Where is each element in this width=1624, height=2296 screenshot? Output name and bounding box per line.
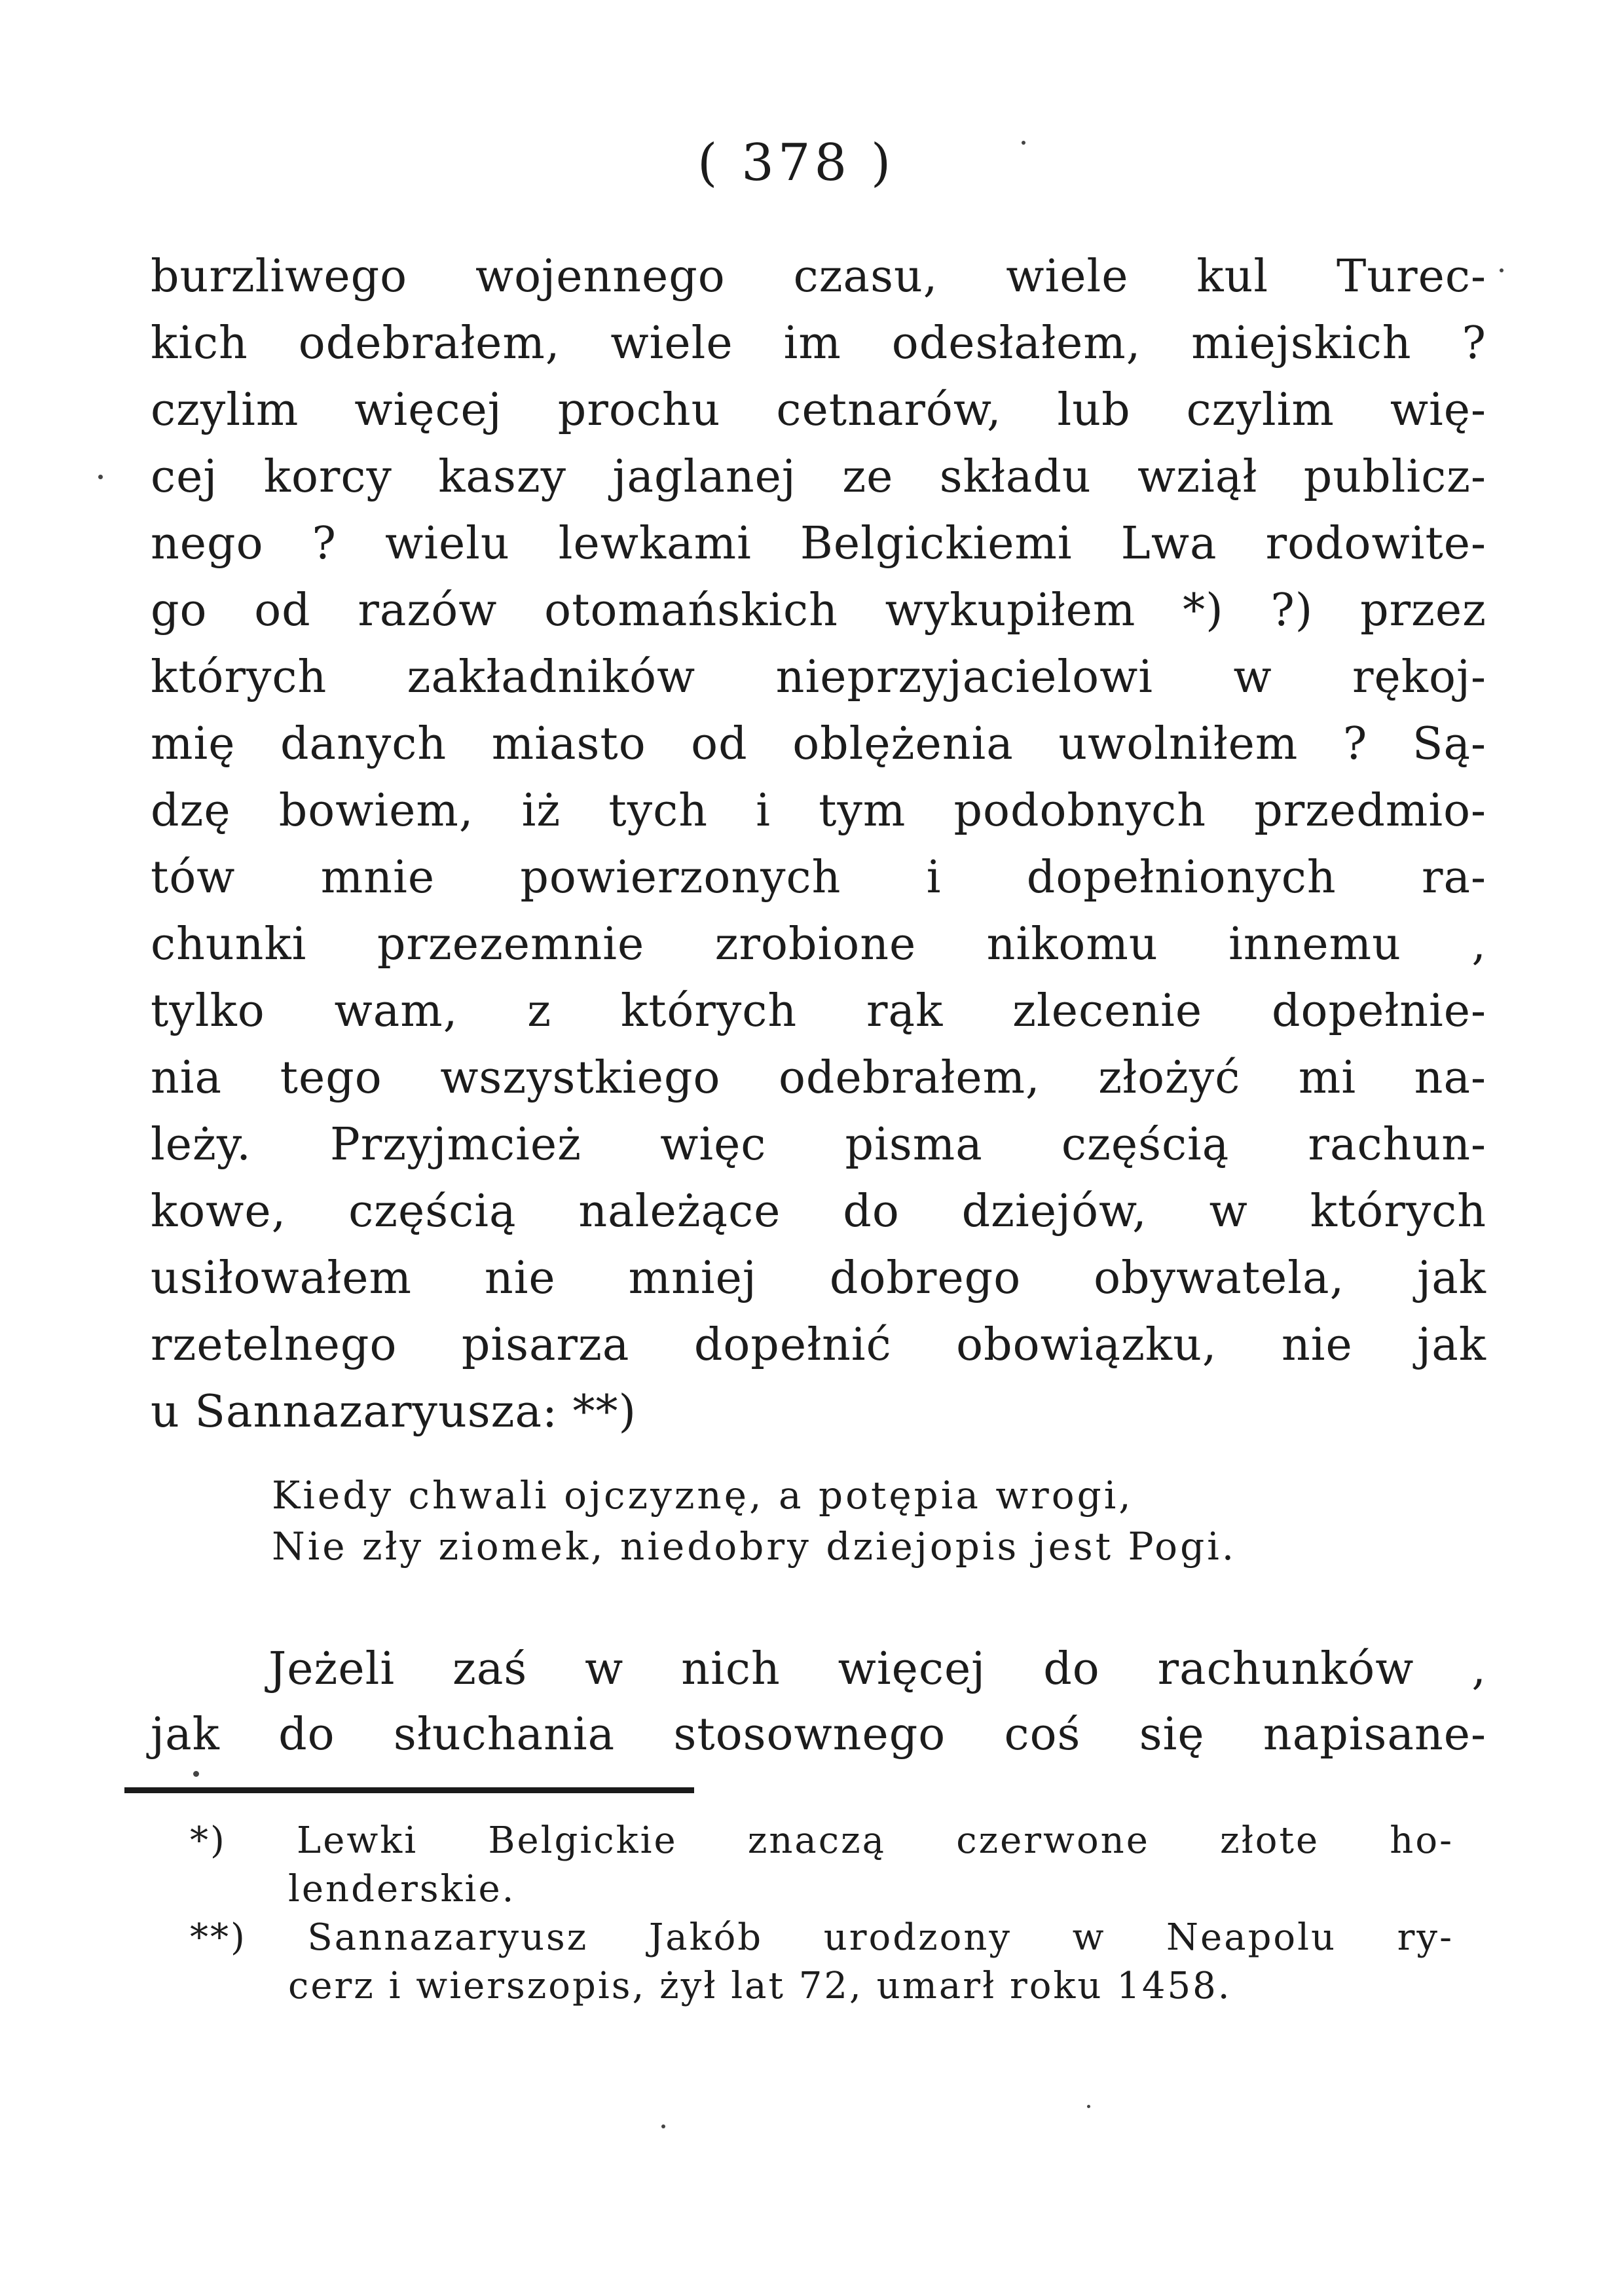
text-line: chunki przezemnie zrobione nikomu innemu ,	[151, 919, 1486, 970]
text-line: jak do słuchania stosownego coś się napisane-	[151, 1709, 1486, 1760]
text-line: kowe, częścią należące do dziejów, w których	[151, 1186, 1486, 1237]
footnote-line: lenderskie.	[288, 1868, 516, 1910]
text-line: cej korcy kaszy jaglanej ze składu wziął publicz-	[151, 451, 1486, 503]
text-line: go od razów otomańskich wykupiłem *) ?) przez	[151, 585, 1486, 636]
footnotes	[190, 1817, 1454, 2011]
footnote-line: *) Lewki Belgickie znaczą czerwone złote ho-	[190, 1819, 1454, 1862]
text-line: dzę bowiem, iż tych i tym podobnych przedmio-	[151, 785, 1486, 837]
text-line: burzliwego wojennego czasu, wiele kul Turec-	[151, 251, 1486, 302]
text-line: tów mnie powierzonych i dopełnionych ra-	[151, 852, 1486, 903]
text-line: rzetelnego pisarza dopełnić obowiązku, nie jak	[151, 1319, 1486, 1371]
text-line: nego ? wielu lewkami Belgickiemi Lwa rodowite-	[151, 518, 1486, 570]
text-line: usiłowałem nie mniej dobrego obywatela, jak	[151, 1252, 1486, 1304]
text-line: których zakładników nieprzyjacielowi w rękoj-	[151, 651, 1486, 703]
text-line: czylim więcej prochu cetnarów, lub czylim wię-	[151, 384, 1486, 436]
text-line: kich odebrałem, wiele im odesłałem, miejskich ?	[151, 318, 1486, 369]
scan-speck	[661, 2124, 665, 2128]
text-line: nia tego wszystkiego odebrałem, złożyć mi na-	[151, 1052, 1486, 1104]
verse-quote	[272, 1470, 1464, 1572]
text-line: u Sannazaryusza: **)	[151, 1386, 637, 1438]
scan-speck	[1087, 2105, 1090, 2108]
scan-speck	[193, 1771, 199, 1777]
footnote-line: cerz i wierszopis, żył lat 72, umarł roku 1458.	[288, 1965, 1232, 2007]
text-line: mię danych miasto od oblężenia uwolniłem ? Są-	[151, 718, 1486, 770]
main-paragraph	[151, 244, 1486, 1446]
footnote-separator-rule	[124, 1787, 694, 1793]
page-number: ( 378 )	[697, 134, 895, 192]
verse-line: Nie zły ziomek, niedobry dziejopis jest Pogi.	[272, 1524, 1237, 1569]
text-line: Jeżeli zaś w nich więcej do rachunków ,	[268, 1643, 1486, 1695]
verse-line: Kiedy chwali ojczyznę, a potępia wrogi,	[272, 1473, 1134, 1518]
footnote-line: **) Sannazaryusz Jakób urodzony w Neapolu ry-	[190, 1916, 1454, 1959]
scan-speck	[1500, 268, 1504, 272]
scan-speck	[1022, 141, 1025, 145]
second-paragraph	[151, 1637, 1486, 1768]
text-line: tylko wam, z których rąk zlecenie dopełnie-	[151, 985, 1486, 1037]
text-line: leży. Przyjmcież więc pisma częścią rachun-	[151, 1119, 1486, 1171]
scan-speck	[98, 475, 103, 479]
